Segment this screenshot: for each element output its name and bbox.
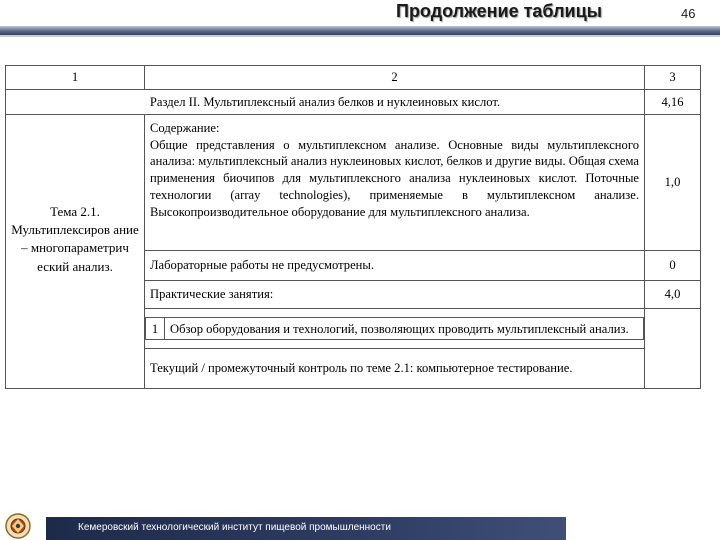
labs-cell: Лабораторные работы не предусмотрены. <box>145 251 645 281</box>
page-number: 46 <box>681 6 696 21</box>
content-cell <box>145 115 645 251</box>
content-label: Содержание: <box>150 121 220 135</box>
section-title: Раздел II. Мультиплексный анализ белков и нуклеиновых кислот. <box>6 90 645 115</box>
practice-hours: 4,0 <box>645 281 701 309</box>
content-text: Общие представления о мультиплексном анализе. Основные виды мультиплексного анализа: мультиплексный анализ нуклеиновых кислот, белков и другие виды. Общая схема применения биочипов для мультиплексного анализа нуклеиновых кислот. Поточные технологии (array technologies), применяемые в мультиплексном анализе. Высокопроизводительное оборудование для мультиплексного анализа. <box>150 137 639 219</box>
footer-bar <box>46 517 720 540</box>
section-hours: 4,16 <box>645 90 701 115</box>
topic-title: Тема 2.1. Мультиплексиров ание – многопараметрич еский анализ. <box>11 204 139 274</box>
header-bar <box>0 26 720 35</box>
content-hours: 1,0 <box>645 115 701 251</box>
control-cell: Текущий / промежуточный контроль по теме 2.1: компьютерное тестирование. <box>145 349 645 389</box>
footer-band <box>46 517 566 540</box>
section-row <box>6 90 701 115</box>
col-header-2: 2 <box>145 66 645 90</box>
practice-item-table <box>145 317 644 341</box>
content-row <box>6 115 701 251</box>
col-header-1: 1 <box>6 66 145 90</box>
practice-item-cell <box>145 309 645 349</box>
column-number-row <box>6 66 701 90</box>
page-title: Продолжение таблицы <box>396 1 603 21</box>
header-divider <box>0 35 720 37</box>
curriculum-table <box>5 65 701 389</box>
practice-hours-empty <box>645 309 701 389</box>
institution-logo-icon <box>3 512 33 540</box>
footer-institution: Кемеровский технологический институт пищевой промышленности <box>78 522 391 533</box>
practice-cell: Практические занятия: <box>145 281 645 309</box>
topic-cell <box>6 115 145 389</box>
col-header-3: 3 <box>645 66 701 90</box>
labs-hours: 0 <box>645 251 701 281</box>
practice-item-number: 1 <box>146 317 165 340</box>
practice-item-text: Обзор оборудования и технологий, позволяющих проводить мультиплексный анализ. <box>165 317 644 340</box>
